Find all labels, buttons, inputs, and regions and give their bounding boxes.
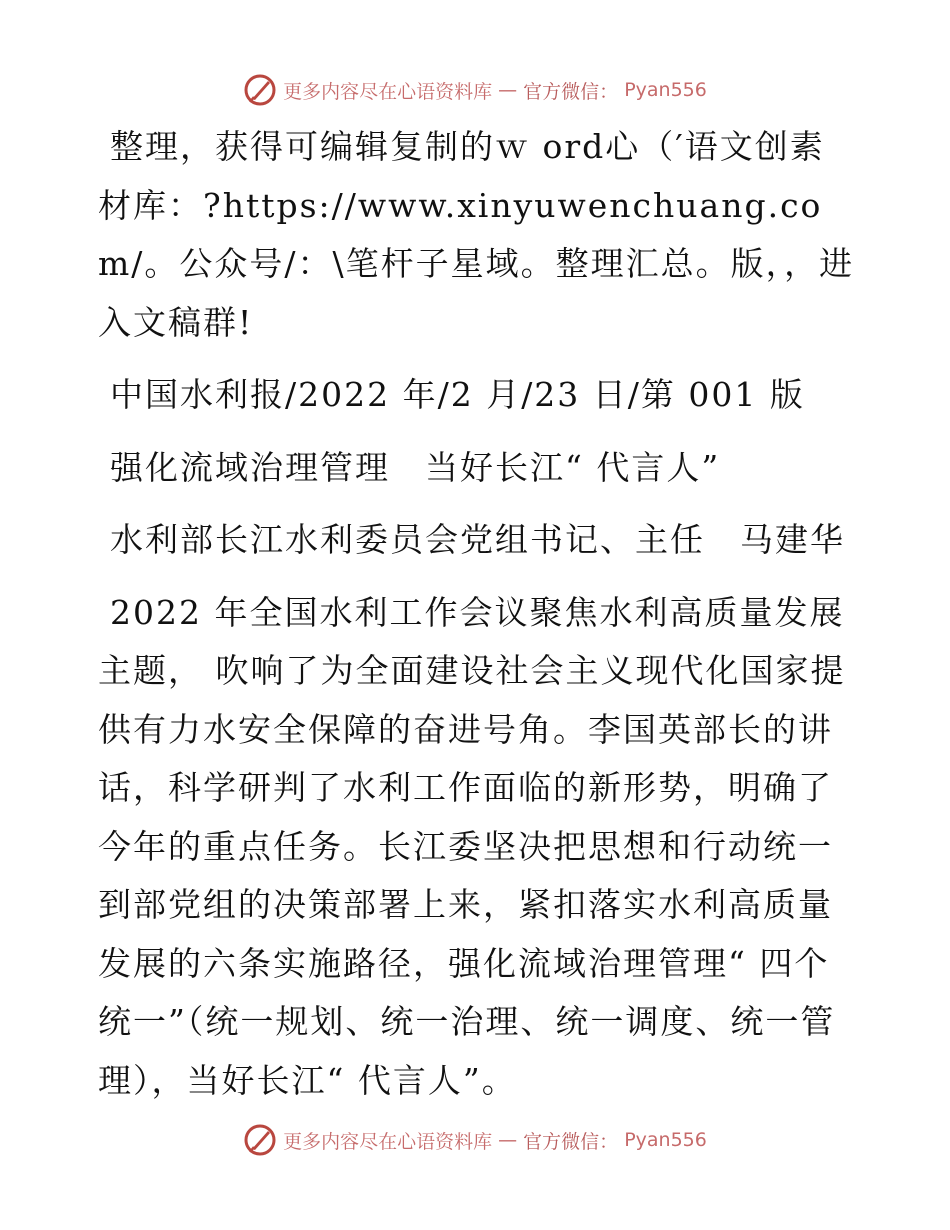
watermark-text: 更多内容尽在心语资料库 (283, 80, 493, 103)
watermark-wechat-label: 官方微信： (523, 80, 619, 103)
quill-pen-logo-icon (243, 1123, 277, 1157)
footer-watermark (0, 1122, 950, 1158)
watermark-dash: — (498, 79, 518, 101)
quill-pen-logo-icon (243, 73, 277, 107)
watermark-wechat-id: Pyan556 (624, 1129, 707, 1151)
source-line: 中国水利报/2022 年/2 月/23 日/第 001 版 (110, 375, 805, 414)
watermark-text: 更多内容尽在心语资料库 (283, 1130, 493, 1153)
watermark-wechat-id: Pyan556 (624, 79, 707, 101)
document-body (98, 118, 858, 1110)
watermark-wechat-label: 官方微信： (523, 1130, 619, 1153)
article-body-paragraph: 2022 年全国水利工作会议聚焦水利高质量发展主题， 吹响了为全面建设社会主义现代化国家提供有力水安全保障的奋进号角。李国英部长的讲话，科学研判了水利工作面临的新形势，明确了今年的重点任务。长江委坚决把思想和行动统一到部党组的决策部署上来，紧扣落实水利高质量发展的六条实施路径，强化流域治理管理“ 四个统一”（统一规划、统一治理、统一调度、统一管理），当好长江“ 代言人”。 (98, 592, 846, 1100)
intro-paragraph: 整理，获得可编辑复制的ｗ ord心（′语文创素材库：?https://www.xinyuwenchuang.com/。公众号/：\笔杆子星域。整理汇总。版，，进入文稿群! (98, 127, 855, 342)
watermark-dash: — (498, 1129, 518, 1151)
article-headline: 强化流域治理管理 当好长江“ 代言人” (110, 447, 721, 487)
header-watermark (0, 72, 950, 108)
article-byline: 水利部长江水利委员会党组书记、主任 马建华 (110, 520, 845, 559)
